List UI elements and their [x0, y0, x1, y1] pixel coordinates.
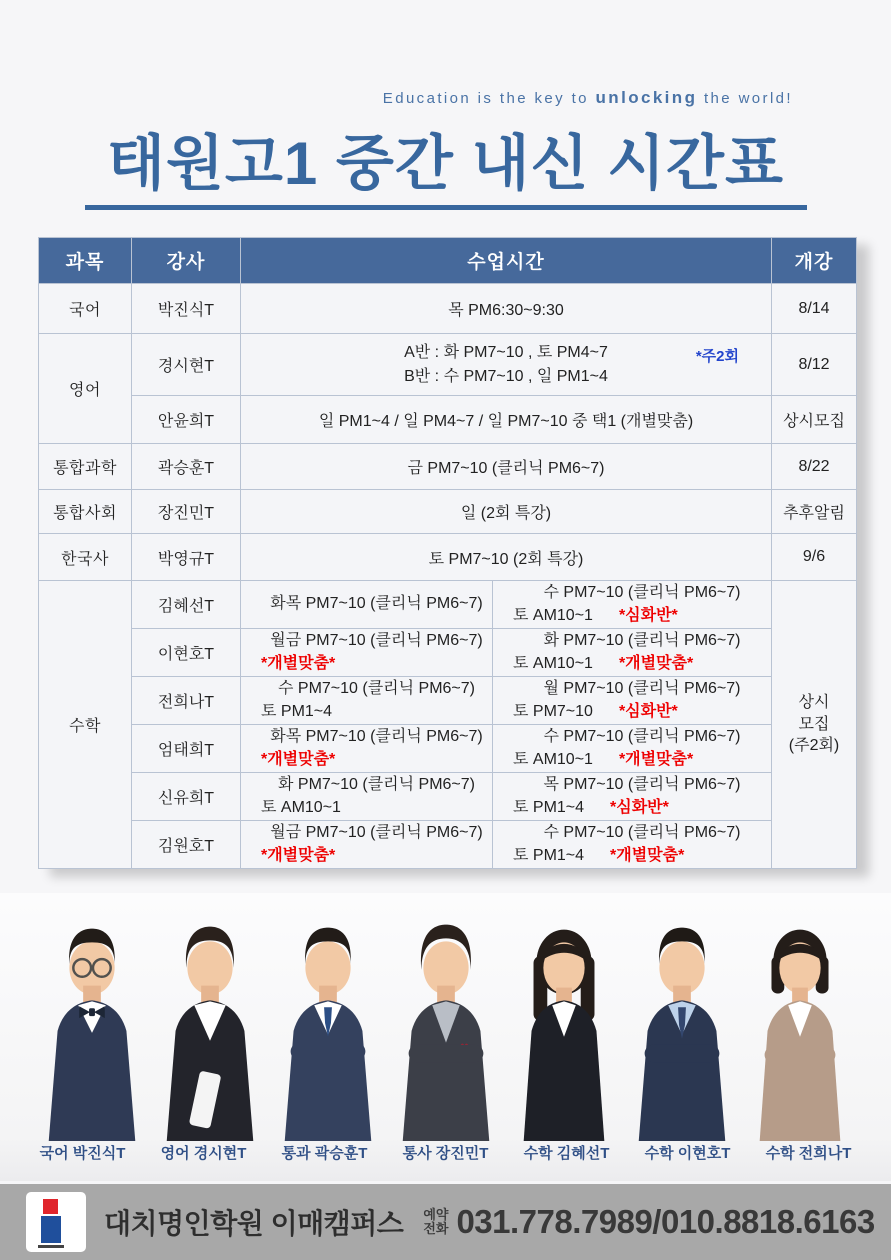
red-note: *개별맞춤* [261, 654, 336, 672]
teacher-photo-jangjinmin [387, 905, 505, 1141]
table-row [39, 444, 857, 490]
open-date: 추후알림 [772, 490, 857, 534]
open-date: 8/14 [772, 284, 857, 334]
teacher-photo-parkjinsik [33, 905, 151, 1141]
time-line1: 화 PM7~10 (클리닉 PM6~7) [543, 631, 741, 649]
teacher-name: 장진민T [132, 490, 241, 534]
subject-science: 통합과학 [39, 444, 132, 490]
phone-label: 예약 전화 [423, 1206, 449, 1236]
slogan-suffix: the world! [697, 90, 793, 107]
footer [0, 1184, 891, 1260]
table-row [39, 581, 857, 629]
table-row [39, 284, 857, 334]
time-line1: 화 PM7~10 (클리닉 PM6~7) [278, 775, 475, 793]
time-line1: 화목 PM7~10 (클리닉 PM6~7) [270, 727, 483, 745]
time-line1: 월금 PM7~10 (클리닉 PM6~7) [270, 823, 483, 841]
open-line1: 상시 [798, 694, 830, 712]
class-time-right [493, 677, 772, 725]
red-note: *개별맞춤* [618, 654, 694, 672]
subject-history: 한국사 [39, 534, 132, 581]
teacher-label: 수학 전희나T [765, 1145, 852, 1162]
time-line2: 토 PM1~4 [513, 798, 585, 816]
time-line1: 목 PM7~10 (클리닉 PM6~7) [543, 775, 741, 793]
time-line1: 월 PM7~10 (클리닉 PM6~7) [543, 679, 741, 697]
class-time: 토 PM7~10 (2회 특강) [241, 534, 772, 581]
slogan [383, 88, 793, 108]
subject-english: 영어 [39, 334, 132, 444]
teacher-name: 엄태희T [132, 725, 241, 773]
open-date: 상시모집 [772, 396, 857, 444]
time-line2: 토 AM10~1 [261, 798, 341, 816]
page-title: 태원고1 중간 내신 시간표 [107, 130, 784, 197]
weekly-note: *주2회 [695, 348, 740, 365]
open-date-math [772, 581, 857, 869]
table-row [39, 534, 857, 581]
class-time-right [493, 629, 772, 677]
time-line1: 수 PM7~10 (클리닉 PM6~7) [543, 823, 741, 841]
time-line1: 수 PM7~10 (클리닉 PM6~7) [278, 679, 475, 697]
teacher-name: 전희나T [132, 677, 241, 725]
red-note: *개별맞춤* [618, 750, 694, 768]
teacher-name: 김혜선T [132, 581, 241, 629]
academy-name: 대치명인학원 이매캠퍼스 [104, 1208, 404, 1239]
teacher-name: 박영규T [132, 534, 241, 581]
teacher-label: 통과 곽승훈T [281, 1145, 368, 1162]
time-line2: 토 AM10~1 [513, 654, 593, 672]
schedule-table [38, 237, 857, 869]
open-line3: (주2회) [788, 737, 840, 755]
header-time: 수업시간 [241, 238, 772, 284]
table-row [39, 490, 857, 534]
table-row [39, 396, 857, 444]
teacher-label: 수학 김혜선T [523, 1145, 610, 1162]
class-time-right [493, 773, 772, 821]
header-subject: 과목 [39, 238, 132, 284]
teacher-label: 국어 박진식T [39, 1145, 126, 1162]
slogan-emphasis: unlocking [595, 88, 698, 107]
slogan-prefix: Education is the key to [382, 90, 596, 107]
header-teacher: 강사 [132, 238, 241, 284]
teacher-label: 영어 경시현T [160, 1145, 247, 1162]
teacher-photo-kimhyesun [505, 905, 623, 1141]
open-line2: 모집 [798, 715, 830, 733]
open-date: 8/12 [772, 334, 857, 396]
teacher-name: 박진식T [132, 284, 241, 334]
table-row [39, 725, 857, 773]
teacher-name: 곽승훈T [132, 444, 241, 490]
class-time-left [241, 725, 493, 773]
class-time-left [241, 821, 493, 869]
class-time-line1: A반 : 화 PM7~10 , 토 PM4~7 [404, 343, 608, 361]
class-time: 금 PM7~10 (클리닉 PM6~7) [241, 444, 772, 490]
teacher-photo-kwakseunghoon [269, 905, 387, 1141]
time-line2: 토 PM1~4 [513, 846, 585, 864]
class-time-right [493, 821, 772, 869]
teacher-label: 통사 장진민T [402, 1145, 489, 1162]
subject-social: 통합사회 [39, 490, 132, 534]
class-time: 목 PM6:30~9:30 [241, 284, 772, 334]
red-note: *개별맞춤* [610, 846, 685, 864]
table-row [39, 677, 857, 725]
red-note: *심화반* [610, 798, 669, 816]
class-time-line2: B반 : 수 PM7~10 , 일 PM1~4 [404, 367, 608, 385]
time-line1: 화목 PM7~10 (클리닉 PM6~7) [270, 595, 483, 613]
academy-logo-icon [26, 1192, 86, 1252]
open-date: 8/22 [772, 444, 857, 490]
red-note: *개별맞춤* [261, 750, 336, 768]
red-note: *심화반* [618, 606, 678, 624]
time-line2: 토 AM10~1 [513, 750, 593, 768]
table-row [39, 629, 857, 677]
teacher-label: 수학 이현호T [644, 1145, 731, 1162]
teacher-photos [0, 903, 891, 1141]
phone-number: 031.778.7989/010.8818.6163 [456, 1203, 875, 1240]
teacher-name: 김원호T [132, 821, 241, 869]
time-line2: 토 PM1~4 [261, 702, 333, 720]
class-time: 일 (2회 특강) [241, 490, 772, 534]
class-time-left [241, 677, 493, 725]
time-line2: 토 AM10~1 [513, 606, 593, 624]
red-note: *개별맞춤* [261, 846, 336, 864]
teacher-photo-jeonheena [741, 905, 859, 1141]
subject-math: 수학 [39, 581, 132, 869]
class-time-right [493, 725, 772, 773]
teacher-photo-kyungsihyun [151, 905, 269, 1141]
table-row [39, 773, 857, 821]
class-time-right [493, 581, 772, 629]
time-line2: 토 PM7~10 [513, 702, 593, 720]
time-line1: 월금 PM7~10 (클리닉 PM6~7) [270, 631, 483, 649]
teacher-name: 신유희T [132, 773, 241, 821]
class-time-left [241, 773, 493, 821]
teacher-name: 이현호T [132, 629, 241, 677]
class-time [241, 334, 772, 396]
class-time: 일 PM1~4 / 일 PM4~7 / 일 PM7~10 중 택1 (개별맞춤) [241, 396, 772, 444]
red-note: *심화반* [618, 702, 678, 720]
subject-korean: 국어 [39, 284, 132, 334]
teacher-labels [0, 1142, 891, 1163]
teacher-name: 경시현T [132, 334, 241, 396]
table-header-row [39, 238, 857, 284]
title-underline [85, 205, 807, 210]
time-line1: 수 PM7~10 (클리닉 PM6~7) [543, 727, 741, 745]
class-time-left [241, 581, 493, 629]
open-date: 9/6 [772, 534, 857, 581]
header-open: 개강 [772, 238, 857, 284]
table-row [39, 334, 857, 396]
class-time-left [241, 629, 493, 677]
teacher-photo-leehyunho [623, 905, 741, 1141]
time-line1: 수 PM7~10 (클리닉 PM6~7) [543, 583, 741, 601]
table-row [39, 821, 857, 869]
teacher-name: 안윤희T [132, 396, 241, 444]
